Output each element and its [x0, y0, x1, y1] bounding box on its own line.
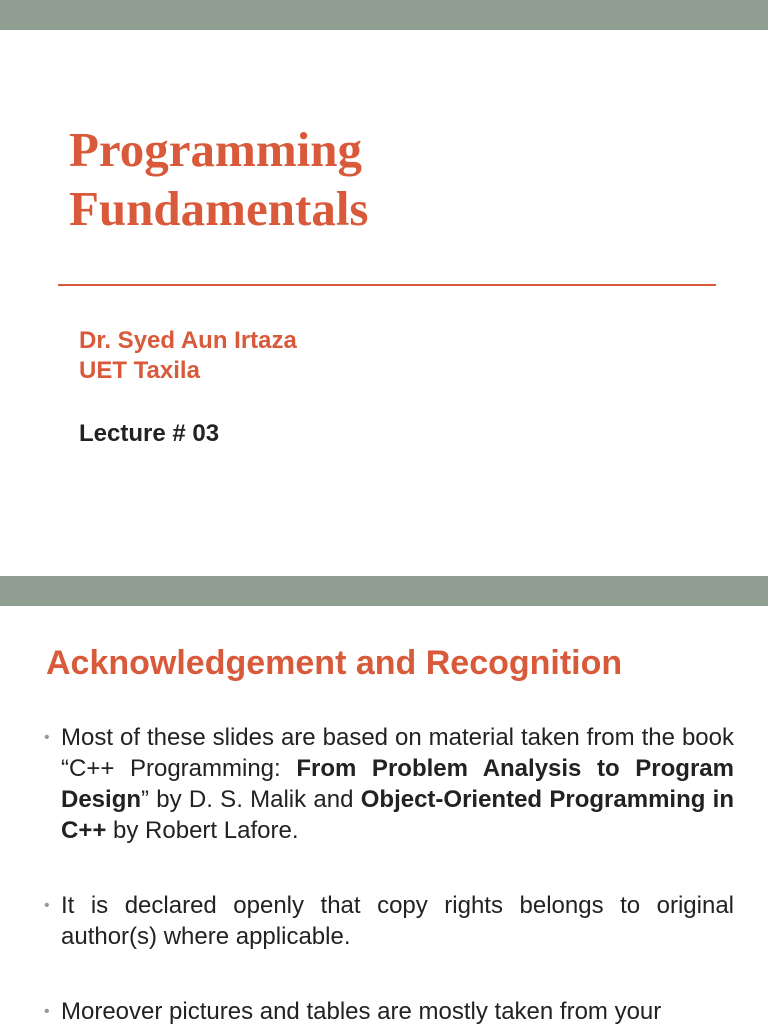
- title-line-1: Programming: [69, 122, 363, 177]
- bullet-item: [44, 890, 734, 952]
- institution: UET Taxila: [79, 357, 200, 384]
- bullet3-text: Moreover pictures and tables are mostly taken from your: [61, 998, 662, 1024]
- section-band: [0, 576, 768, 606]
- author-name: Dr. Syed Aun Irtaza: [79, 327, 297, 354]
- bullet-item: [44, 996, 734, 1024]
- bullet1-text-2: ” by D. S. Malik and: [141, 786, 361, 813]
- acknowledgement-title: Acknowledgement and Recognition: [46, 644, 623, 682]
- slide-title: [69, 120, 369, 238]
- lecture-number: Lecture # 03: [79, 420, 220, 447]
- bullet2-text: It is declared openly that copy rights belongs to original author(s) where applicable.: [61, 892, 734, 950]
- top-band: [0, 0, 768, 30]
- title-divider: [58, 284, 716, 286]
- bullet1-bold-1: From Problem Analysis to Program Design: [61, 755, 734, 813]
- bullet1-bold-2: Object-Oriented Programming in C++: [61, 786, 734, 844]
- bullet-item: [44, 722, 734, 846]
- bullet1-text-1: Most of these slides are based on material taken from the book “C++ Programming:: [61, 724, 734, 782]
- bullet-dot-icon: •: [44, 1003, 50, 1020]
- author-block: [79, 326, 297, 386]
- title-line-2: Fundamentals: [69, 181, 369, 236]
- bullet-dot-icon: •: [44, 897, 50, 914]
- bullet-list: [44, 722, 734, 1024]
- bullet-dot-icon: •: [44, 729, 50, 746]
- bullet1-text-3: by Robert Lafore.: [106, 817, 299, 844]
